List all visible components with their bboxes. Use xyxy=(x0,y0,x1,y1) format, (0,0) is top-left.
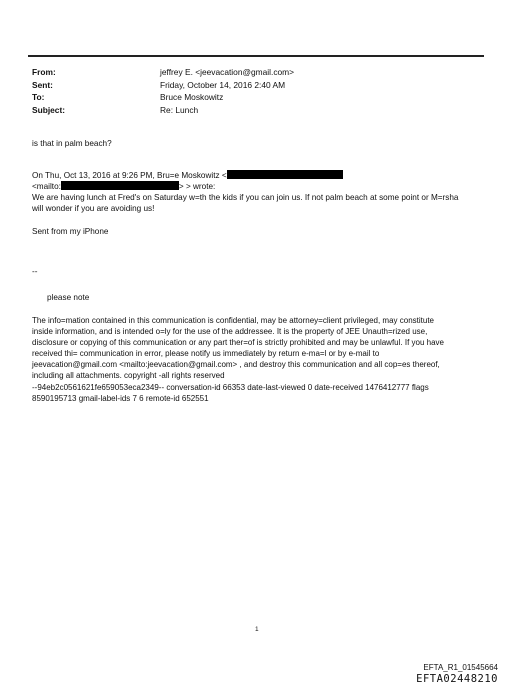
disclaimer-line: --94eb2c0561621fe659053eca2349-- conversation-id 66353 date-last-viewed 0 date-received 1476412777 flags xyxy=(32,382,429,392)
to-label: To: xyxy=(32,92,45,102)
sent-label: Sent: xyxy=(32,79,53,90)
disclaimer xyxy=(32,315,472,404)
header-rule xyxy=(28,55,484,57)
quote-intro xyxy=(32,170,343,181)
disclaimer-line: The info=mation contained in this communication is confidential, may be attorney=client privileged, may constitute xyxy=(32,316,434,325)
please-note: please note xyxy=(47,293,90,302)
disclaimer-line: received thi= communication in error, please notify us immediately by return e-ma=l or by e-mail to xyxy=(32,349,380,359)
from-value: jeffrey E. <jeevacation@gmail.com> xyxy=(160,67,295,77)
signature: Sent from my iPhone xyxy=(32,227,109,236)
signature-dashes: -- xyxy=(32,267,38,276)
to-value: Bruce Moskowitz xyxy=(160,92,224,102)
disclaimer-line: inside information, and is intended o=ly for the use of the addressee. It is the property of JEE Unauth=rized use, xyxy=(32,327,428,337)
to-row xyxy=(32,91,294,104)
bates-number-2: EFTA02448210 xyxy=(416,673,498,685)
redaction-block xyxy=(61,181,179,190)
page-number: 1 xyxy=(255,626,259,633)
quote-mailto-start: <mailto: xyxy=(32,182,61,191)
subject-label: Subject: xyxy=(32,104,66,115)
disclaimer-line: disclosure or copying of this communication or any part ther=of is strictly prohibited and may be unlawful. If you have xyxy=(32,338,444,348)
subject-row xyxy=(32,104,294,117)
quote-line-2: will wonder if you are avoiding us! xyxy=(32,204,155,213)
sent-value: Friday, October 14, 2016 2:40 AM xyxy=(160,79,286,90)
quote-mailto-end: > > wrote: xyxy=(178,182,216,191)
bates-number-1: EFTA_R1_01545664 xyxy=(423,663,498,672)
disclaimer-line: including all attachments. copyright -all rights reserved xyxy=(32,371,225,381)
redaction-block xyxy=(227,170,343,179)
reply-text: is that in palm beach? xyxy=(32,139,112,148)
email-header xyxy=(32,66,294,116)
disclaimer-line: 8590195713 gmail-label-ids 7 6 remote-id 652551 xyxy=(32,393,209,403)
quote-intro-text: On Thu, Oct 13, 2016 at 9:26 PM, Bru=e Moskowitz < xyxy=(32,171,227,180)
quote-line-1: We are having lunch at Fred's on Saturday w=th the kids if you can join us. If not palm beach at some point or M=rsha xyxy=(32,193,459,202)
quote-mailto xyxy=(32,181,215,192)
disclaimer-line: jeevacation@gmail.com <mailto:jeevacation@gmail.com> , and destroy this communication and all cop=es thereof, xyxy=(32,360,440,370)
sent-row xyxy=(32,79,294,92)
from-label: From: xyxy=(32,67,56,77)
subject-value: Re: Lunch xyxy=(160,104,199,115)
from-row xyxy=(32,66,294,79)
